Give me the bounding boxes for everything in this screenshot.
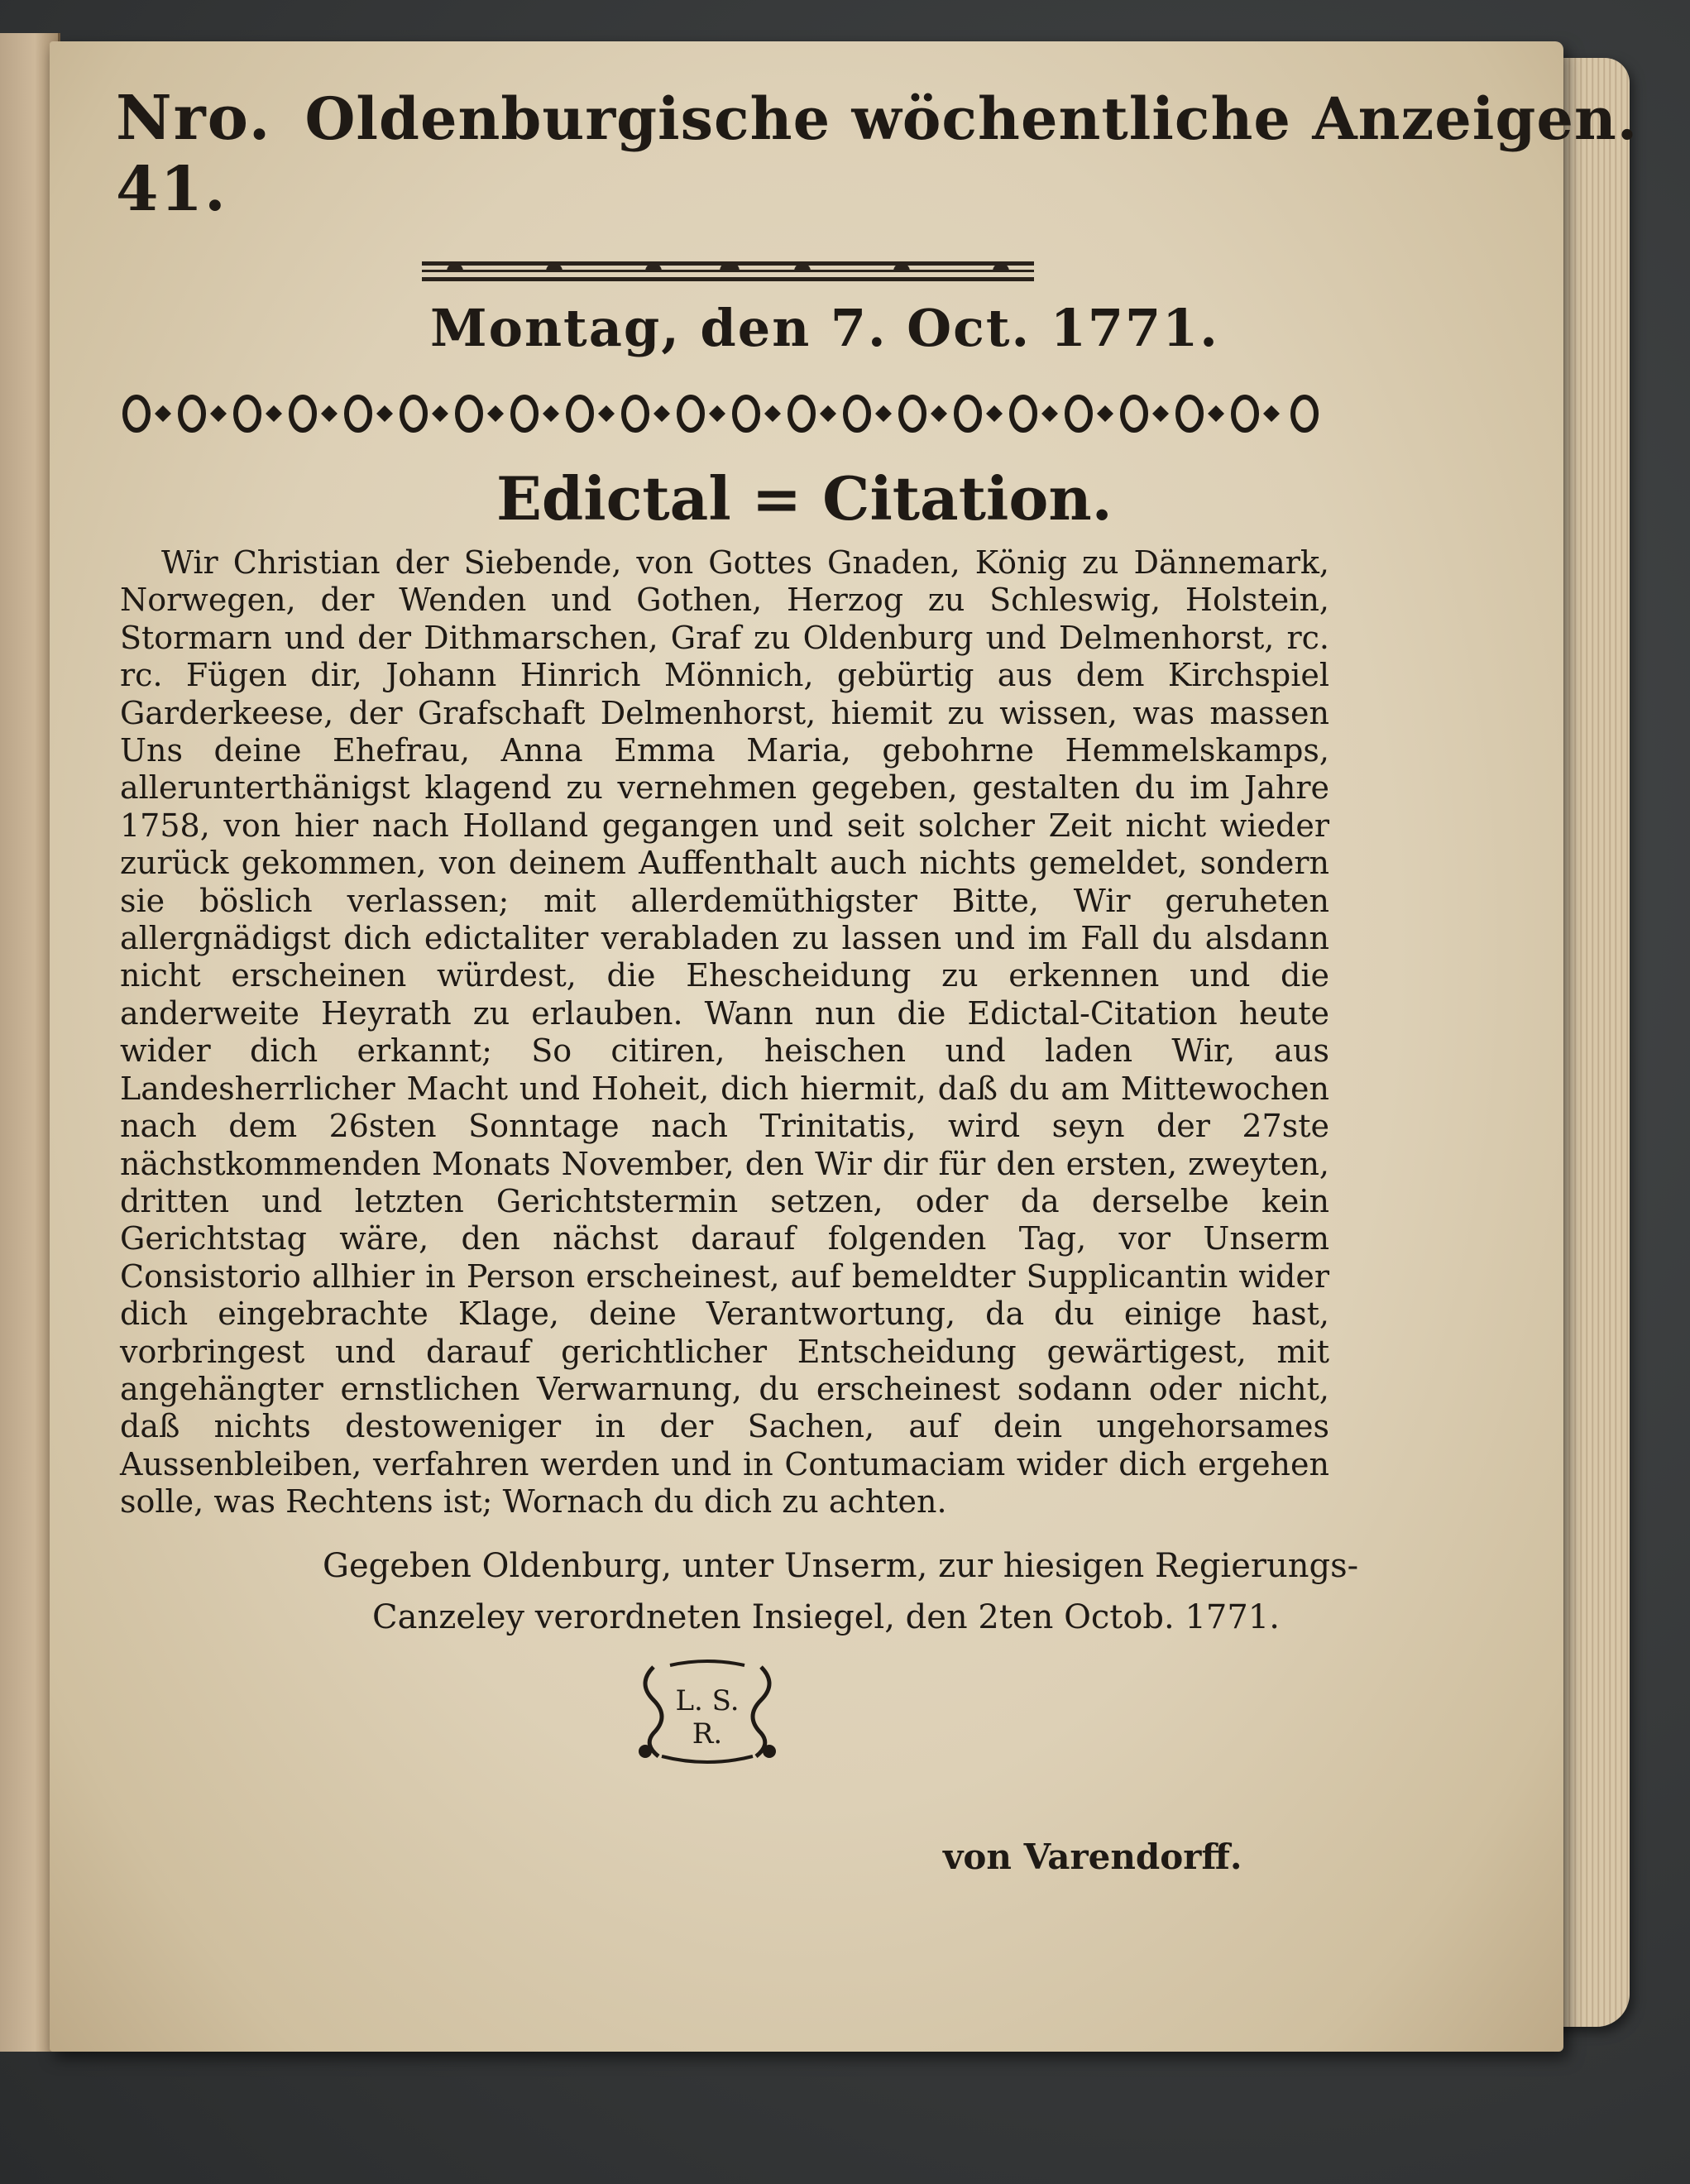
journal-title: Oldenburgische wöchentliche Anzeigen. — [304, 84, 1639, 153]
citation-body-text: Wir Christian der Siebende, von Gottes Gnaden, König zu Dännemark, Norwegen, der Wenden und Gothen, Herzog zu Schleswig, Holstein, Stormarn und der Dithmarschen, Graf zu Oldenburg und Delmenhorst, rc. rc. Fügen dir, Johann Hinrich Mönnich, gebürtig aus dem Kirchspiel Garderkeese, der Grafschaft Delmenhorst, hiemit zu wissen, was massen Uns deine Ehefrau, Anna Emma Maria, gebohrne Hemmelskamps, allerunterthänigst klagend zu vernehmen gegeben, gestalten du im Jahre 1758, von hier nach Holland gegangen und seit solcher Zeit nicht wieder zurück gekommen, von deinem Auffenthalt auch nichts gemeldet, sondern sie böslich verlassen; mit allerdemüthigster Bitte, Wir geruheten allergnädigst dich edictaliter verabladen zu lassen und im Fall du alsdann nicht erscheinen würdest, die Ehescheidung zu erkennen und die anderweite Heyrath zu erlauben. Wann nun die Edictal-Citation heute wider dich erkannt; So citiren, heischen und laden Wir, aus Landesherrlicher Macht und Hoheit, dich hiermit, daß du am Mittewochen nach dem 26sten Sonntage nach Trinitatis, wird seyn der 27ste nächstkommenden Monats November, den Wir dir für den ersten, zweyten, dritten und letzten Gerichtstermin setzen, oder da derselbe kein Gerichtstag wäre, den nächst darauf folgenden Tag, vor Unserm Consistorio allhier in Person erscheinest, auf bemeldter Supplicantin wider dich eingebrachte Klage, deine Verantwortung, da du einige hast, vorbringest und darauf gerichtlicher Entscheidung gewärtigest, mit angehängter ernstlichen Verwarnung, du erscheinest sodann oder nicht, daß nichts destoweniger in der Sachen, auf dein ungehorsames Aussenbleiben, verfahren werden und in Contumaciam wider dich ergehen solle, was Rechtens ist; Wornach du dich zu achten. — [120, 544, 1329, 1521]
ornament-bar — [414, 255, 1042, 288]
issued-statement-line-1: Gegeben Oldenburg, unter Unserm, zur hiesigen Regierungs- — [323, 1547, 1359, 1585]
decorative-border — [120, 389, 1328, 438]
seal-emblem — [629, 1659, 786, 1766]
section-title: Edictal = Citation. — [496, 463, 1113, 534]
issued-statement-line-2: Canzeley verordneten Insiegel, den 2ten Octob. 1771. — [372, 1598, 1280, 1636]
masthead — [116, 83, 1639, 225]
issued-statement — [323, 1540, 1359, 1643]
seal-text-bottom: R. — [692, 1717, 723, 1751]
seal-text-top: L. S. — [675, 1684, 740, 1717]
issue-date: Montag, den 7. Oct. 1771. — [430, 298, 1219, 358]
issue-number: Nro. 41. — [116, 83, 272, 225]
signature: von Varendorff. — [943, 1837, 1242, 1877]
